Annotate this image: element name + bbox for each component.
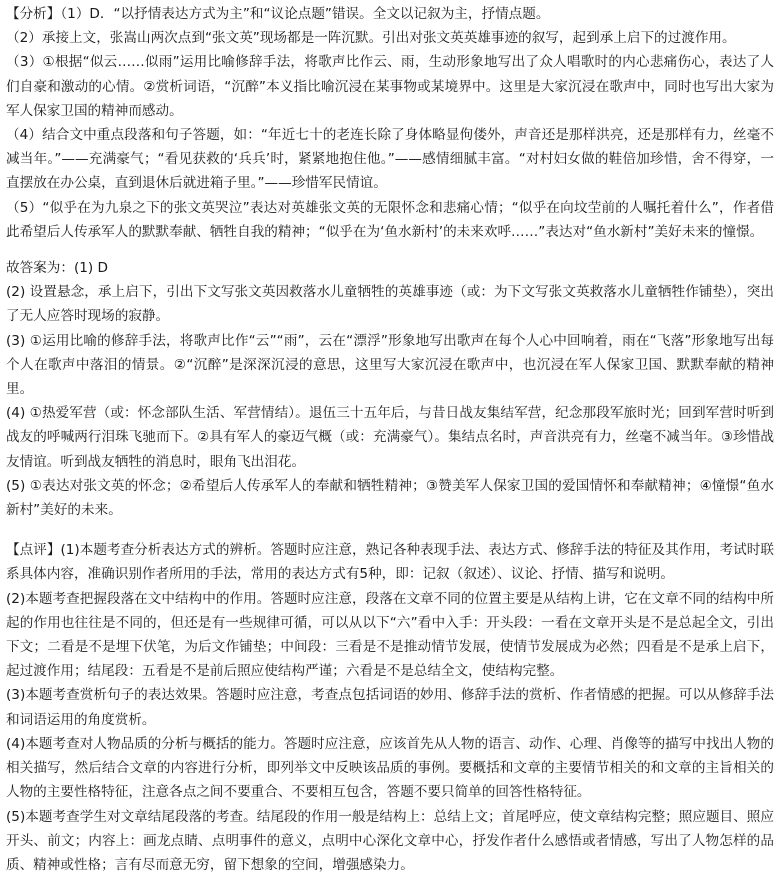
analysis-paragraph-2: （2）承接上文，张嵩山两次点到“张文英”现场都是一阵沉默。引出对张文英英雄事迹的叙写，起到承上启下的过渡作用。 <box>6 30 736 47</box>
comment-paragraph-3: (3)本题考查赏析句子的表达效果。答题时应注意，考查点包括词语的妙用、修辞手法的赏析、作者情感的把握。可以从修辞手法和词语运用的角度赏析。 <box>6 687 774 728</box>
comment-paragraph-2: (2)本题考查把握段落在文中结构中的作用。答题时应注意，段落在文章不同的位置主要是从结构上讲，它在文章不同的结构中所起的作用也往往是不同的，但还是有一些规律可循，可以从以下“六”看中入手：开头段：一看在文章开头是不是总起全文，引出下文；二看是不是埋下伏笔，为后文作铺垫；中间段：三看是不是推动情节发展，使情节发展成为必然；四看是不是承上启下，起过渡作用；结尾段：五看是不是前后照应使结构严谨；六看是不是总结全文，使结构完整。 <box>6 590 774 680</box>
comment-section <box>6 538 774 877</box>
analysis-paragraph-4: （4）结合文中重点段落和句子答题，如：“年近七十的老连长除了身体略显佝偻外，声音还是那样洪亮，还是那样有力，丝毫不减当年。”——充满豪气；“看见获救的‘兵兵’时，紧紧地抱住他。”——感情细腻丰富。“对村妇女做的鞋倍加珍惜，舍不得穿，一直摆放在办公桌，直到退休后就进箱子里。”——珍惜军民情谊。 <box>6 127 774 192</box>
answer-item-2: (2) 设置悬念，承上启下，引出下文写张文英因救落水儿童牺牲的英雄事迹（或：为下文写张文英救落水儿童牺牲作铺垫），突出了无人应答时现场的寂静。 <box>6 284 774 325</box>
comment-paragraph-5: (5)本题考查学生对文章结尾段落的考查。结尾段的作用一般是结构上：总结上文；首尾呼应，使文章结构完整；照应题目、照应开头、前文；内容上：画龙点睛、点明事件的意义，点明中心深化文章中心，抒发作者什么感悟或者情感，写出了人物怎样的品质、精神或性格；言有尽而意无穷，留下想象的空间，增强感染力。 <box>6 808 774 873</box>
comment-paragraph-4: (4)本题考查对人物品质的分析与概括的能力。答题时应注意，应该首先从人物的语言、动作、心理、肖像等的描写中找出人物的相关描写，然后结合文章的内容进行分析，即列举文中反映该品质的事例。要概括和文章的主要情节相关的和文章的主旨相关的人物的主要性格特征，注意各点之间不要重合、不要相互包含，答题不要只简单的回答性格特征。 <box>6 735 774 801</box>
answer-section <box>6 256 774 522</box>
spacer <box>6 522 774 538</box>
analysis-paragraph-5: （5）“似乎在为九泉之下的张文英哭泣”表达对英雄张文英的无限怀念和悲痛心情；“似乎在向坟茔前的人嘱托着什么”，作者借此希望后人传承军人的默默奉献、牺牲自我的精神；“似乎在为‘鱼水新村’的未来欢呼……”表达对“鱼水新村”美好未来的憧憬。 <box>6 199 774 240</box>
answer-heading: 故答案为：(1) D <box>6 260 109 277</box>
answer-item-5: (5) ①表达对张文英的怀念；②希望后人传承军人的奉献和牺牲精神；③赞美军人保家卫国的爱国情怀和奉献精神；④憧憬“鱼水新村”美好的未来。 <box>6 477 774 519</box>
analysis-section <box>6 2 774 244</box>
analysis-paragraph-3: （3）①根据“似云……似雨”运用比喻修辞手法，将歌声比作云、雨，生动形象地写出了众人唱歌时的内心悲痛伤心，表达了人们自豪和激动的心情。②赏析词语，“沉醉”本义指比喻沉浸在某事物或某境界中。这里是大家沉浸在歌声中，同时也写出大家为军人保家卫国的精神而感动。 <box>6 54 774 119</box>
answer-item-3: (3) ①运用比喻的修辞手法，将歌声比作“云”“雨”，云在“漂浮”形象地写出歌声在每个人心中回响着，雨在“飞落”形象地写出每个人在歌声中落泪的情景。②“沉醉”是深深沉浸的意思，这里写大家沉浸在歌声中，也沉浸在军人保家卫国、默默奉献的精神里。 <box>6 332 774 398</box>
analysis-paragraph-1: 【分析】（1）D．“以抒情表达方式为主”和“议论点题”错误。全文以记叙为主，抒情点题。 <box>6 6 550 22</box>
spacer <box>6 244 774 256</box>
answer-item-4: (4) ①热爱军营（或：怀念部队生活、军营情结）。退伍三十五年后，与昔日战友集结军营，纪念那段军旅时光；回到军营时听到战友的呼喊两行泪珠飞驰而下。②具有军人的豪迈气概（或：充满豪气）。集结点名时，声音洪亮有力，丝毫不减当年。③珍惜战友情谊。听到战友牺牲的消息时，眼角飞出泪花。 <box>6 405 774 470</box>
comment-paragraph-1: 【点评】(1)本题考查分析表达方式的辨析。答题时应注意，熟记各种表现手法、表达方式、修辞手法的特征及其作用，考试时联系具体内容，准确识别作者所用的手法，常用的表达方式有5种，即：记叙（叙述）、议论、抒情、描写和说明。 <box>6 542 774 583</box>
